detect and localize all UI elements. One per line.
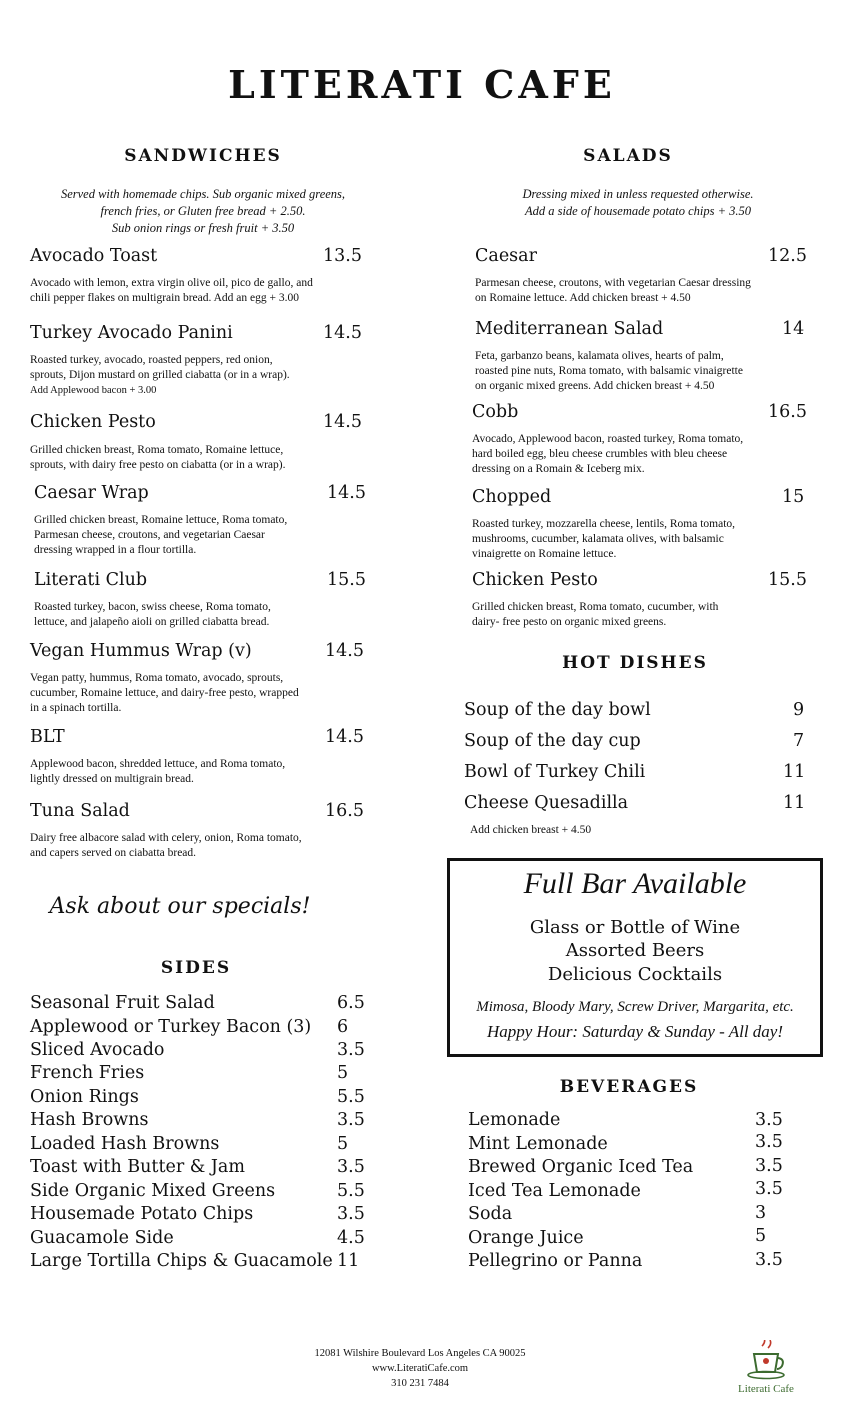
item-description: Dairy free albacore salad with celery, onion, Roma tomato, and capers served on ciabatta bread. [30,832,302,859]
full-bar-box [447,858,823,1057]
side-item-price: 11 [337,1251,360,1271]
item-name: Mediterranean Salad [475,319,664,339]
item-price: 14.5 [323,412,362,432]
side-item-price: 4.5 [337,1228,365,1248]
side-item-price: 5 [337,1063,349,1083]
item-price: 15.5 [327,570,366,590]
sandwiches-intro: Served with homemade chips. Sub organic mixed greens, french fries, or Gluten free bread + 2.50. Sub onion rings or fresh fruit + 3.50 [60,187,346,235]
footer-phone: 310 231 7484 [391,1378,449,1389]
item-price: 15.5 [768,570,807,590]
side-item-name: Loaded Hash Browns [30,1134,220,1154]
item-name: Avocado Toast [30,246,158,266]
side-item-name: Applewood or Turkey Bacon (3) [30,1017,312,1037]
item-description: Vegan patty, hummus, Roma tomato, avocado, sprouts, cucumber, Romaine lettuce, and dairy-free pesto, wrapped in a spinach tortilla. [30,672,299,714]
bar-drinks: Mimosa, Bloody Mary, Screw Driver, Margarita, etc. [476,999,794,1015]
happy-hour: Happy Hour: Saturday & Sunday - All day! [486,1022,784,1041]
item-name: Caesar [475,246,537,266]
hot-dish-name: Bowl of Turkey Chili [464,762,646,782]
coffee-cup-icon [728,1340,804,1384]
hot-dish-price: 7 [793,731,805,751]
side-item-name: Guacamole Side [30,1228,174,1248]
item-description: Roasted turkey, mozzarella cheese, lentils, Roma tomato, mushrooms, cucumber, kalamata olives, with balsamic vinaigrette on Romaine lettuce. [472,518,736,560]
hot-dish-name: Cheese Quesadilla [464,793,629,813]
hot-dishes-heading: HOT DISHES [562,653,708,673]
beverage-price: 3.5 [755,1250,783,1270]
side-item-price: 3.5 [337,1110,365,1130]
item-name: Chopped [472,487,552,507]
side-item-price: 3.5 [337,1204,365,1224]
side-item-name: Large Tortilla Chips & Guacamole [30,1251,333,1271]
menu-title: LITERATI CAFE [228,62,616,107]
item-description: Avocado, Applewood bacon, roasted turkey, Roma tomato, hard boiled egg, bleu cheese crumbles with bleu cheese dressing on a Romain & Iceberg mix. [472,433,744,475]
item-price: 16.5 [325,801,364,821]
beverage-name: Iced Tea Lemonade [468,1181,641,1201]
item-name: Chicken Pesto [472,570,598,590]
specials-note: Ask about our specials! [49,894,311,919]
side-item-price: 3.5 [337,1040,365,1060]
hot-dishes-note: Add chicken breast + 4.50 [470,824,592,836]
item-description: Grilled chicken breast, Roma tomato, cucumber, with dairy- free pesto on organic mixed greens. [472,601,719,628]
side-item-name: Hash Browns [30,1110,149,1130]
bar-line: Glass or Bottle of Wine [529,917,741,938]
item-name: Tuna Salad [30,801,130,821]
beverage-name: Brewed Organic Iced Tea [468,1157,694,1177]
item-description: Grilled chicken breast, Roma tomato, Romaine lettuce, sprouts, with dairy free pesto on ciabatta (or in a wrap). [30,444,286,471]
item-name: Chicken Pesto [30,412,156,432]
item-price: 15 [782,487,805,507]
sandwiches-heading: SANDWICHES [124,146,282,166]
bar-line: Assorted Beers [565,940,705,961]
side-item-name: Toast with Butter & Jam [30,1157,245,1177]
footer-website[interactable]: www.LiteratiCafe.com [371,1363,469,1374]
item-price: 16.5 [768,402,807,422]
bar-title: Full Bar Available [523,867,747,900]
beverage-price: 3.5 [755,1132,783,1152]
beverage-name: Pellegrino or Panna [468,1251,643,1271]
beverage-price: 5 [755,1226,767,1246]
item-name: Cobb [472,402,519,422]
side-item-price: 6 [337,1017,349,1037]
side-item-name: Seasonal Fruit Salad [30,993,215,1013]
bar-line: Delicious Cocktails [547,964,723,985]
side-item-price: 6.5 [337,993,365,1013]
item-description: Feta, garbanzo beans, kalamata olives, hearts of palm, roasted pine nuts, Roma tomato, with balsamic vinaigrette on organic mixed greens. Add chicken breast + 4.50 [475,350,743,392]
salads-heading: SALADS [583,146,673,166]
item-price: 12.5 [768,246,807,266]
item-name: Vegan Hummus Wrap (v) [30,641,252,661]
side-item-price: 5.5 [337,1087,365,1107]
side-item-name: French Fries [30,1063,145,1083]
item-description: Parmesan cheese, croutons, with vegetarian Caesar dressing on Romaine lettuce. Add chicken breast + 4.50 [475,277,751,304]
footer-address: 12081 Wilshire Boulevard Los Angeles CA 90025 [314,1348,526,1359]
beverage-price: 3 [755,1203,767,1223]
item-description: Avocado with lemon, extra virgin olive oil, pico de gallo, and chili pepper flakes on multigrain bread. Add an egg + 3.00 [30,277,313,304]
side-item-price: 5.5 [337,1181,365,1201]
item-name: Turkey Avocado Panini [30,323,233,343]
item-description: Roasted turkey, avocado, roasted peppers, red onion, sprouts, Dijon mustard on grilled ciabatta (or in a wrap). Add Applewood bacon + 3.00 [30,354,290,396]
beverage-name: Orange Juice [468,1228,584,1248]
item-price: 13.5 [323,246,362,266]
beverage-name: Mint Lemonade [468,1134,608,1154]
item-description: Roasted turkey, bacon, swiss cheese, Roma tomato, lettuce, and jalapeño aioli on grilled ciabatta bread. [34,601,271,628]
side-item-name: Onion Rings [30,1087,139,1107]
cafe-logo [728,1340,804,1398]
item-name: Literati Club [34,570,148,590]
beverage-name: Lemonade [468,1110,561,1130]
hot-dish-name: Soup of the day bowl [464,700,651,720]
item-name: Caesar Wrap [34,483,149,503]
item-name: BLT [30,727,65,747]
beverage-price: 3.5 [755,1110,783,1130]
beverage-price: 3.5 [755,1179,783,1199]
side-item-name: Housemade Potato Chips [30,1204,254,1224]
item-description: Applewood bacon, shredded lettuce, and Roma tomato, lightly dressed on multigrain bread. [30,758,286,785]
side-item-name: Side Organic Mixed Greens [30,1181,276,1201]
salads-intro: Dressing mixed in unless requested otherwise. Add a side of housemade potato chips + 3.50 [522,187,754,218]
item-price: 14.5 [325,641,364,661]
hot-dish-name: Soup of the day cup [464,731,641,751]
hot-dish-price: 11 [783,793,806,813]
item-price: 14.5 [323,323,362,343]
hot-dish-price: 11 [783,762,806,782]
side-item-price: 3.5 [337,1157,365,1177]
beverage-price: 3.5 [755,1156,783,1176]
item-price: 14.5 [325,727,364,747]
item-price: 14 [782,319,805,339]
sides-heading: SIDES [160,958,232,978]
beverage-name: Soda [468,1204,513,1224]
hot-dish-price: 9 [793,700,805,720]
beverages-heading: BEVERAGES [559,1077,699,1097]
side-item-name: Sliced Avocado [30,1040,165,1060]
item-description: Grilled chicken breast, Romaine lettuce, Roma tomato, Parmesan cheese, croutons, and vegetarian Caesar dressing wrapped in a flour tortilla. [34,514,288,556]
side-item-price: 5 [337,1134,349,1154]
logo-text: Literati Cafe [738,1383,794,1395]
item-price: 14.5 [327,483,366,503]
